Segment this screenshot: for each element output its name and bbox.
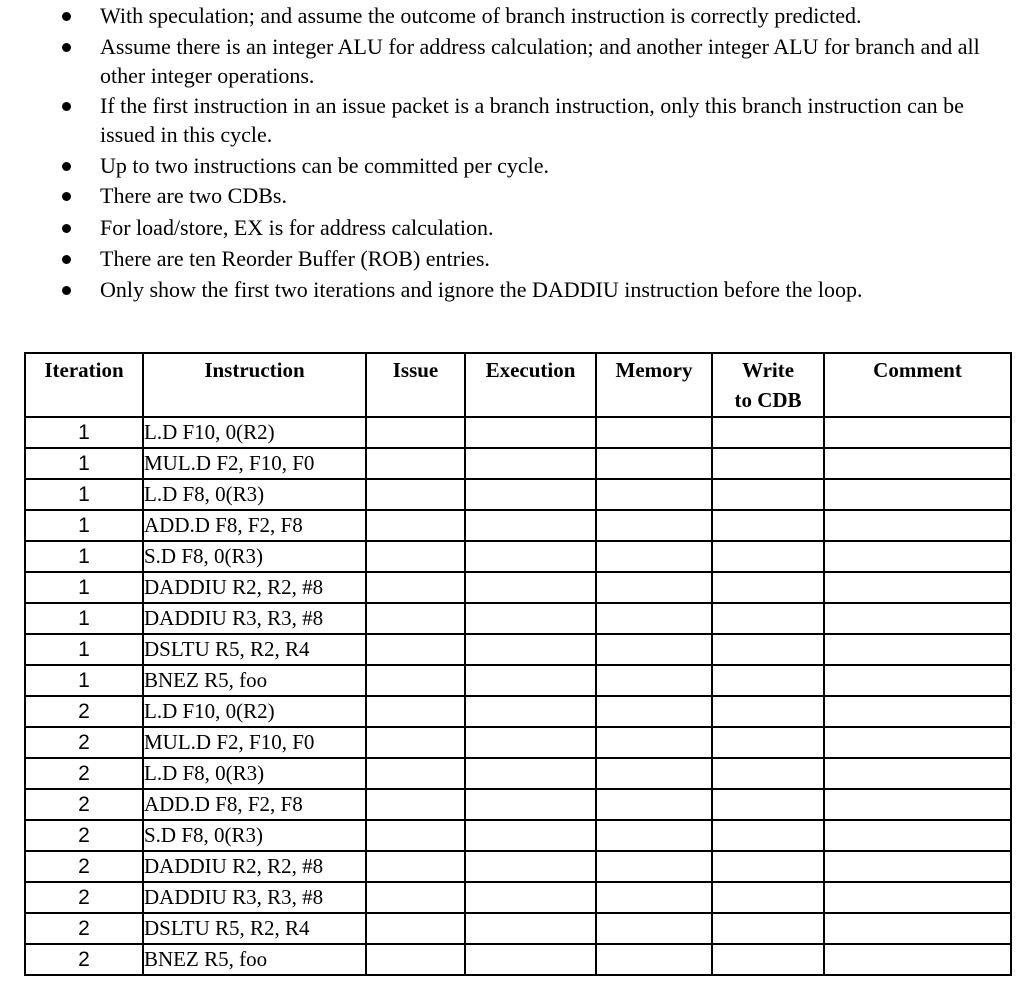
table-row	[25, 913, 1011, 944]
assumption-item: If the first instruction in an issue packet is a branch instruction, only this branch instruction can be issued in this cycle.	[100, 93, 964, 147]
issue-cell[interactable]	[366, 820, 465, 851]
table-row	[25, 727, 1011, 758]
instruction-cell: ADD.D F8, F2, F8	[143, 510, 366, 541]
instruction-cell: DADDIU R3, R3, #8	[143, 603, 366, 634]
comment-cell[interactable]	[824, 882, 1011, 913]
instruction-cell: DADDIU R2, R2, #8	[143, 572, 366, 603]
execution-cell[interactable]	[465, 696, 596, 727]
comment-cell[interactable]	[824, 572, 1011, 603]
comment-cell[interactable]	[824, 820, 1011, 851]
iteration-cell: 2	[25, 696, 143, 727]
header-issue: Issue	[366, 353, 465, 417]
header-comment: Comment	[824, 353, 1011, 417]
instruction-cell: L.D F10, 0(R2)	[143, 417, 366, 448]
iteration-cell: 1	[25, 634, 143, 665]
write-to-cdb-cell[interactable]	[712, 789, 824, 820]
execution-cell[interactable]	[465, 634, 596, 665]
iteration-cell: 2	[25, 758, 143, 789]
iteration-cell: 1	[25, 479, 143, 510]
write-to-cdb-cell[interactable]	[712, 541, 824, 572]
memory-cell[interactable]	[596, 665, 712, 696]
execution-cell[interactable]	[465, 479, 596, 510]
memory-cell[interactable]	[596, 510, 712, 541]
memory-cell[interactable]	[596, 758, 712, 789]
bullet-dot	[62, 162, 71, 171]
iteration-cell: 2	[25, 851, 143, 882]
assumption-item: There are ten Reorder Buffer (ROB) entries.	[100, 246, 490, 271]
header-write-line1: Write	[741, 358, 795, 382]
iteration-cell: 2	[25, 820, 143, 851]
execution-cell[interactable]	[465, 448, 596, 479]
table-row	[25, 634, 1011, 665]
execution-cell[interactable]	[465, 820, 596, 851]
table-row	[25, 417, 1011, 448]
write-to-cdb-cell[interactable]	[712, 696, 824, 727]
write-to-cdb-cell[interactable]	[712, 944, 824, 975]
memory-cell[interactable]	[596, 572, 712, 603]
instruction-cell: DSLTU R5, R2, R4	[143, 634, 366, 665]
table-row	[25, 882, 1011, 913]
write-to-cdb-cell[interactable]	[712, 882, 824, 913]
table-row	[25, 510, 1011, 541]
comment-cell[interactable]	[824, 727, 1011, 758]
issue-cell[interactable]	[366, 913, 465, 944]
write-to-cdb-cell[interactable]	[712, 510, 824, 541]
write-to-cdb-cell[interactable]	[712, 448, 824, 479]
write-to-cdb-cell[interactable]	[712, 479, 824, 510]
table-row	[25, 665, 1011, 696]
iteration-cell: 1	[25, 448, 143, 479]
memory-cell[interactable]	[596, 541, 712, 572]
table-row	[25, 572, 1011, 603]
assumption-item: Up to two instructions can be committed per cycle.	[100, 153, 550, 178]
comment-cell[interactable]	[824, 417, 1011, 448]
issue-cell[interactable]	[366, 882, 465, 913]
comment-cell[interactable]	[824, 944, 1011, 975]
bullet-dot	[62, 192, 71, 201]
table-body	[25, 417, 1011, 975]
memory-cell[interactable]	[596, 603, 712, 634]
execution-cell[interactable]	[465, 541, 596, 572]
table-row	[25, 789, 1011, 820]
issue-cell[interactable]	[366, 448, 465, 479]
iteration-cell: 1	[25, 417, 143, 448]
table-row	[25, 820, 1011, 851]
comment-cell[interactable]	[824, 479, 1011, 510]
iteration-cell: 1	[25, 510, 143, 541]
memory-cell[interactable]	[596, 789, 712, 820]
memory-cell[interactable]	[596, 913, 712, 944]
issue-cell[interactable]	[366, 510, 465, 541]
instruction-cell: MUL.D F2, F10, F0	[143, 448, 366, 479]
comment-cell[interactable]	[824, 696, 1011, 727]
iteration-cell: 2	[25, 944, 143, 975]
execution-cell[interactable]	[465, 851, 596, 882]
write-to-cdb-cell[interactable]	[712, 820, 824, 851]
comment-cell[interactable]	[824, 665, 1011, 696]
comment-cell[interactable]	[824, 510, 1011, 541]
write-to-cdb-cell[interactable]	[712, 417, 824, 448]
execution-cell[interactable]	[465, 572, 596, 603]
instruction-cell: BNEZ R5, foo	[143, 944, 366, 975]
memory-cell[interactable]	[596, 727, 712, 758]
memory-cell[interactable]	[596, 944, 712, 975]
issue-cell[interactable]	[366, 851, 465, 882]
assumption-item: There are two CDBs.	[100, 183, 287, 208]
instruction-cell: L.D F10, 0(R2)	[143, 696, 366, 727]
issue-cell[interactable]	[366, 758, 465, 789]
iteration-cell: 2	[25, 882, 143, 913]
assumption-item: For load/store, EX is for address calculation.	[100, 215, 494, 240]
table-row	[25, 944, 1011, 975]
table-row	[25, 448, 1011, 479]
table-row	[25, 479, 1011, 510]
comment-cell[interactable]	[824, 634, 1011, 665]
execution-cell[interactable]	[465, 944, 596, 975]
memory-cell[interactable]	[596, 696, 712, 727]
bullet-dot	[62, 12, 71, 21]
bullet-dot	[62, 43, 71, 52]
header-memory: Memory	[596, 353, 712, 417]
issue-cell[interactable]	[366, 572, 465, 603]
table-row	[25, 541, 1011, 572]
write-to-cdb-cell[interactable]	[712, 634, 824, 665]
header-iteration: Iteration	[25, 353, 143, 417]
comment-cell[interactable]	[824, 851, 1011, 882]
table-row	[25, 603, 1011, 634]
execution-cell[interactable]	[465, 758, 596, 789]
bullet-dot	[62, 286, 71, 295]
comment-cell[interactable]	[824, 448, 1011, 479]
header-write-to-cdb	[712, 353, 824, 417]
table-row	[25, 851, 1011, 882]
instruction-cell: L.D F8, 0(R3)	[143, 758, 366, 789]
memory-cell[interactable]	[596, 851, 712, 882]
write-to-cdb-cell[interactable]	[712, 572, 824, 603]
execution-cell[interactable]	[465, 603, 596, 634]
instruction-cell: ADD.D F8, F2, F8	[143, 789, 366, 820]
iteration-cell: 2	[25, 913, 143, 944]
instruction-cell: MUL.D F2, F10, F0	[143, 727, 366, 758]
write-to-cdb-cell[interactable]	[712, 851, 824, 882]
memory-cell[interactable]	[596, 448, 712, 479]
issue-cell[interactable]	[366, 727, 465, 758]
issue-cell[interactable]	[366, 665, 465, 696]
assumption-item: Assume there is an integer ALU for address calculation; and another integer ALU for branch and all other integer operations.	[100, 34, 980, 88]
comment-cell[interactable]	[824, 603, 1011, 634]
iteration-cell: 1	[25, 572, 143, 603]
issue-cell[interactable]	[366, 541, 465, 572]
issue-cell[interactable]	[366, 944, 465, 975]
issue-cell[interactable]	[366, 789, 465, 820]
comment-cell[interactable]	[824, 789, 1011, 820]
assumption-item: Only show the first two iterations and ignore the DADDIU instruction before the loop.	[100, 277, 863, 302]
issue-cell[interactable]	[366, 479, 465, 510]
memory-cell[interactable]	[596, 634, 712, 665]
bullet-dot	[62, 224, 71, 233]
memory-cell[interactable]	[596, 820, 712, 851]
iteration-cell: 1	[25, 541, 143, 572]
header-write-line2: to CDB	[734, 388, 802, 412]
execution-cell[interactable]	[465, 417, 596, 448]
instruction-cell: DADDIU R3, R3, #8	[143, 882, 366, 913]
header-instruction: Instruction	[143, 353, 366, 417]
instruction-cell: S.D F8, 0(R3)	[143, 820, 366, 851]
iteration-cell: 1	[25, 665, 143, 696]
bullet-dot	[62, 255, 71, 264]
execution-cell[interactable]	[465, 510, 596, 541]
bullet-dot	[62, 102, 71, 111]
pipeline-table	[24, 352, 1012, 976]
write-to-cdb-cell[interactable]	[712, 913, 824, 944]
table-row	[25, 696, 1011, 727]
issue-cell[interactable]	[366, 417, 465, 448]
instruction-cell: S.D F8, 0(R3)	[143, 541, 366, 572]
iteration-cell: 2	[25, 727, 143, 758]
table-row	[25, 758, 1011, 789]
comment-cell[interactable]	[824, 758, 1011, 789]
instruction-cell: BNEZ R5, foo	[143, 665, 366, 696]
issue-cell[interactable]	[366, 603, 465, 634]
issue-cell[interactable]	[366, 696, 465, 727]
execution-cell[interactable]	[465, 789, 596, 820]
write-to-cdb-cell[interactable]	[712, 727, 824, 758]
issue-cell[interactable]	[366, 634, 465, 665]
instruction-cell: L.D F8, 0(R3)	[143, 479, 366, 510]
write-to-cdb-cell[interactable]	[712, 603, 824, 634]
comment-cell[interactable]	[824, 913, 1011, 944]
instruction-cell: DADDIU R2, R2, #8	[143, 851, 366, 882]
write-to-cdb-cell[interactable]	[712, 665, 824, 696]
iteration-cell: 2	[25, 789, 143, 820]
memory-cell[interactable]	[596, 479, 712, 510]
table-header-row	[25, 353, 1011, 417]
write-to-cdb-cell[interactable]	[712, 758, 824, 789]
execution-cell[interactable]	[465, 882, 596, 913]
header-execution: Execution	[465, 353, 596, 417]
assumption-item: With speculation; and assume the outcome of branch instruction is correctly predicted.	[100, 3, 862, 28]
memory-cell[interactable]	[596, 882, 712, 913]
iteration-cell: 1	[25, 603, 143, 634]
instruction-cell: DSLTU R5, R2, R4	[143, 913, 366, 944]
comment-cell[interactable]	[824, 541, 1011, 572]
execution-cell[interactable]	[465, 913, 596, 944]
memory-cell[interactable]	[596, 417, 712, 448]
execution-cell[interactable]	[465, 665, 596, 696]
execution-cell[interactable]	[465, 727, 596, 758]
